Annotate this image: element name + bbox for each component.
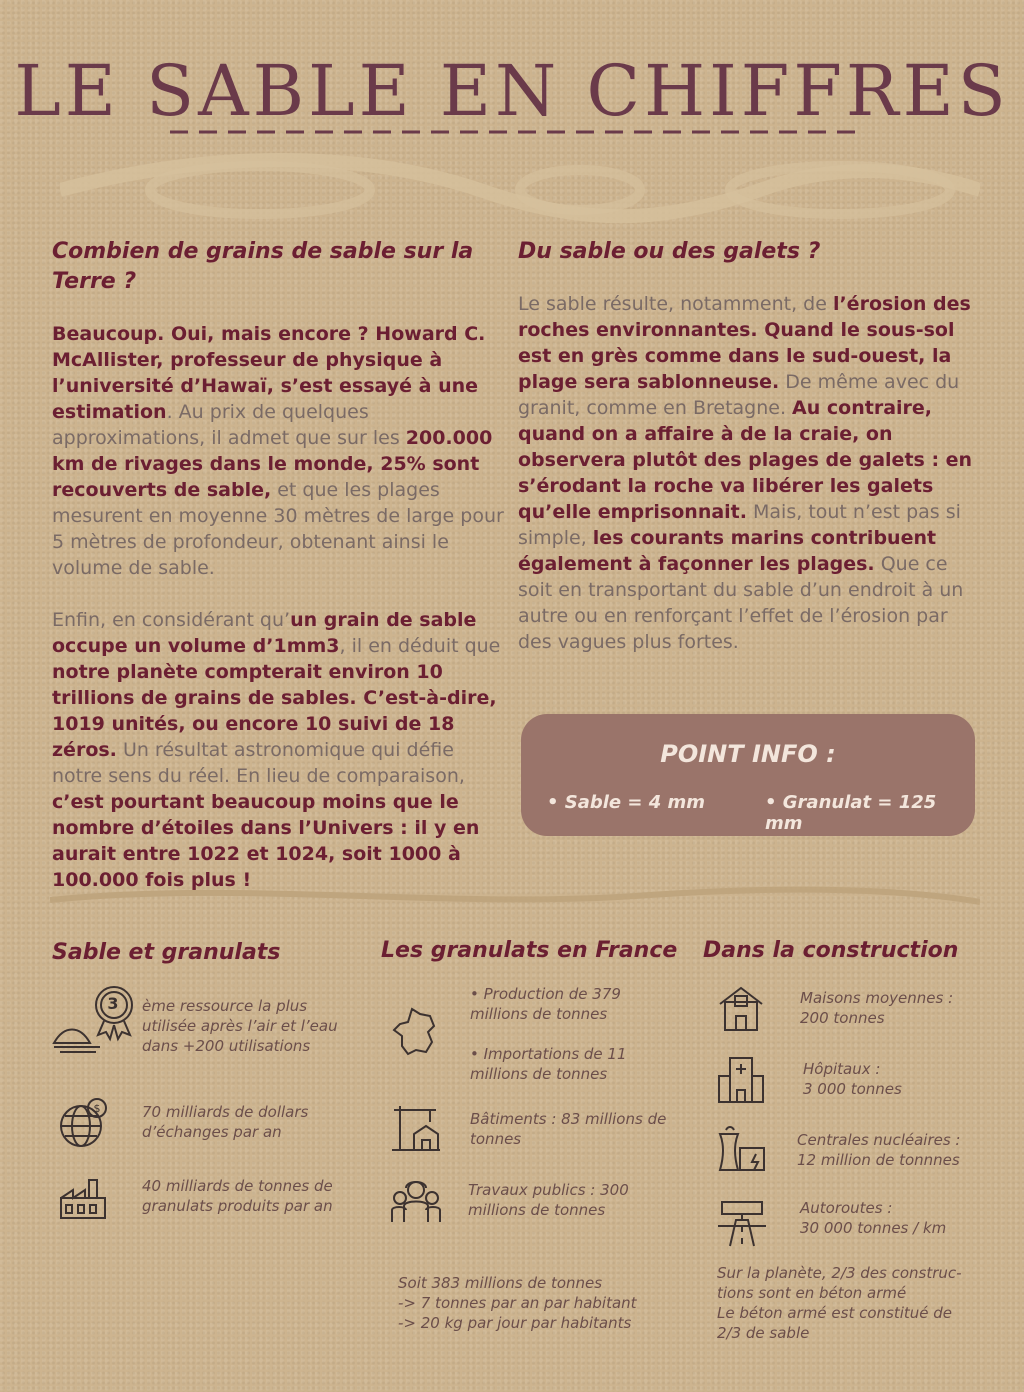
col3-item-3-value: 12 million de tonnnes bbox=[797, 1151, 960, 1169]
ranking-badge-icon bbox=[52, 985, 142, 1055]
text-run: et que les plages mesurent en moyenne 30 mètres de large pour 5 mètres de profondeur, obtenant ainsi le volume de sable. bbox=[52, 479, 504, 579]
text-run: Au contraire, quand on a affaire à de la craie, on observera plutôt des plages de galets : en s’érodant la roche va libérer les galets qu’elle emprisonnait. bbox=[518, 397, 973, 523]
point-info-box bbox=[521, 714, 975, 836]
workers-icon bbox=[390, 1176, 442, 1224]
nuclear-plant-icon bbox=[716, 1126, 768, 1174]
text-run: 200.000 km de rivages dans le monde, 25% sont recouverts de sable, bbox=[52, 427, 493, 501]
right-heading: Du sable ou des galets ? bbox=[518, 239, 821, 264]
section-divider bbox=[50, 880, 980, 920]
left-paragraph-2 bbox=[52, 607, 507, 893]
col3-item-4 bbox=[800, 1198, 1000, 1238]
col1-item-3: 40 milliards de tonnes de granulats produits par an bbox=[142, 1177, 333, 1215]
building-crane-icon bbox=[390, 1102, 442, 1154]
col3-footer-line-4: 2/3 de sable bbox=[717, 1324, 810, 1342]
point-info-sable: • Sable = 4 mm bbox=[547, 792, 706, 813]
text-run: Enfin, en considérant qu’ bbox=[52, 609, 291, 631]
text-run: Un résultat astronomique qui défie notre sens du réel. En lieu de comparaison, bbox=[52, 739, 465, 787]
col3-footer bbox=[717, 1263, 1007, 1343]
col2-item-1: • Production de 379 millions de tonnes bbox=[470, 985, 621, 1023]
text-run: Beaucoup. Oui, mais encore ? Howard C. McAllister, professeur de physique à l’université d’Hawaï, s’est essayé à une estimation bbox=[52, 323, 486, 423]
col3-footer-line-3: Le béton armé est constitué de bbox=[717, 1304, 953, 1322]
col3-footer-line-2: tions sont en béton armé bbox=[717, 1284, 907, 1302]
col3-item-2-value: 3 000 tonnes bbox=[803, 1080, 902, 1098]
right-paragraph bbox=[518, 291, 980, 655]
col1-item-1: ème ressource la plus utilisée après l’air et l’eau dans +200 utilisations bbox=[142, 997, 338, 1055]
text-run: . Au prix de quelques approximations, il admet que sur les bbox=[52, 401, 406, 449]
left-paragraph-1 bbox=[52, 321, 504, 581]
text-run: notre planète compterait environ 10 trillions de grains de sables. C’est-à-dire, 1019 unités, ou encore 10 suivi de 18 zéros. bbox=[52, 661, 497, 761]
ranking-badge-number: 3 bbox=[107, 994, 119, 1013]
col2-item-2: • Importations de 11 millions de tonnes bbox=[470, 1045, 627, 1083]
col3-heading: Dans la construction bbox=[703, 938, 959, 963]
point-info-granulat: • Granulat = 125 mm bbox=[765, 792, 937, 834]
left-heading: Combien de grains de sable sur la Terre ? bbox=[52, 239, 474, 294]
france-map-icon bbox=[390, 1006, 440, 1058]
text-run: un grain de sable occupe un volume d’1mm3 bbox=[52, 609, 477, 657]
text-run: c’est pourtant beaucoup moins que le nombre d’étoiles dans l’Univers : il y en aurait entre 1022 et 1024, soit 1000 à 100.000 fois plus ! bbox=[52, 791, 480, 891]
col3-item-2 bbox=[803, 1059, 1003, 1099]
col3-item-4-label: Autoroutes : bbox=[800, 1199, 893, 1217]
col2-footer-line-1: Soit 383 millions de tonnes bbox=[398, 1274, 603, 1292]
text-run: Mais, tout n’est pas si simple, bbox=[518, 501, 961, 549]
col3-item-1 bbox=[800, 988, 1000, 1028]
col1-heading: Sable et granulats bbox=[52, 940, 281, 965]
svg-text:$: $ bbox=[93, 1102, 101, 1115]
point-info-title: POINT INFO : bbox=[660, 740, 836, 768]
highway-icon bbox=[716, 1198, 768, 1250]
title-underline bbox=[170, 128, 860, 136]
col2-footer bbox=[398, 1273, 678, 1333]
text-run: Que ce soit en transportant du sable d’un endroit à un autre ou en renforçant l’effet de l’érosion par des vagues plus fortes. bbox=[518, 553, 964, 653]
text-run: , il en déduit que bbox=[339, 635, 501, 657]
col3-footer-line-1: Sur la planète, 2/3 des construc- bbox=[717, 1264, 962, 1282]
col3-item-4-value: 30 000 tonnes / km bbox=[800, 1219, 947, 1237]
col2-footer-line-3: -> 20 kg par jour par habitants bbox=[398, 1314, 632, 1332]
col3-item-3-label: Centrales nucléaires : bbox=[797, 1131, 961, 1149]
col2-item-4: Travaux publics : 300 millions de tonnes bbox=[468, 1181, 629, 1219]
col2-heading: Les granulats en France bbox=[381, 938, 678, 963]
text-run: les courants marins contribuent également à façonner les plages. bbox=[518, 527, 937, 575]
hospital-icon bbox=[716, 1054, 766, 1106]
col3-item-2-label: Hôpitaux : bbox=[803, 1060, 881, 1078]
col1-item-2: 70 milliards de dollars d’échanges par an bbox=[142, 1103, 309, 1141]
page-title: LE SABLE EN CHIFFRES bbox=[14, 50, 1010, 132]
text-run: l’érosion des roches environnantes. Quand le sous-sol est en grès comme dans le sud-ouest, la plage sera sablonneuse. bbox=[518, 293, 971, 393]
col3-item-1-label: Maisons moyennes : bbox=[800, 989, 954, 1007]
col2-footer-line-2: -> 7 tonnes par an par habitant bbox=[398, 1294, 637, 1312]
house-icon bbox=[716, 984, 766, 1034]
factory-icon bbox=[57, 1172, 109, 1222]
decorative-swirl bbox=[60, 150, 980, 230]
text-run: Le sable résulte, notamment, de bbox=[518, 293, 833, 315]
globe-dollar-icon bbox=[57, 1098, 109, 1148]
col3-item-3 bbox=[797, 1130, 997, 1170]
col2-item-3: Bâtiments : 83 millions de tonnes bbox=[470, 1110, 667, 1148]
col3-item-1-value: 200 tonnes bbox=[800, 1009, 885, 1027]
text-run: De même avec du granit, comme en Bretagne. bbox=[518, 371, 960, 419]
